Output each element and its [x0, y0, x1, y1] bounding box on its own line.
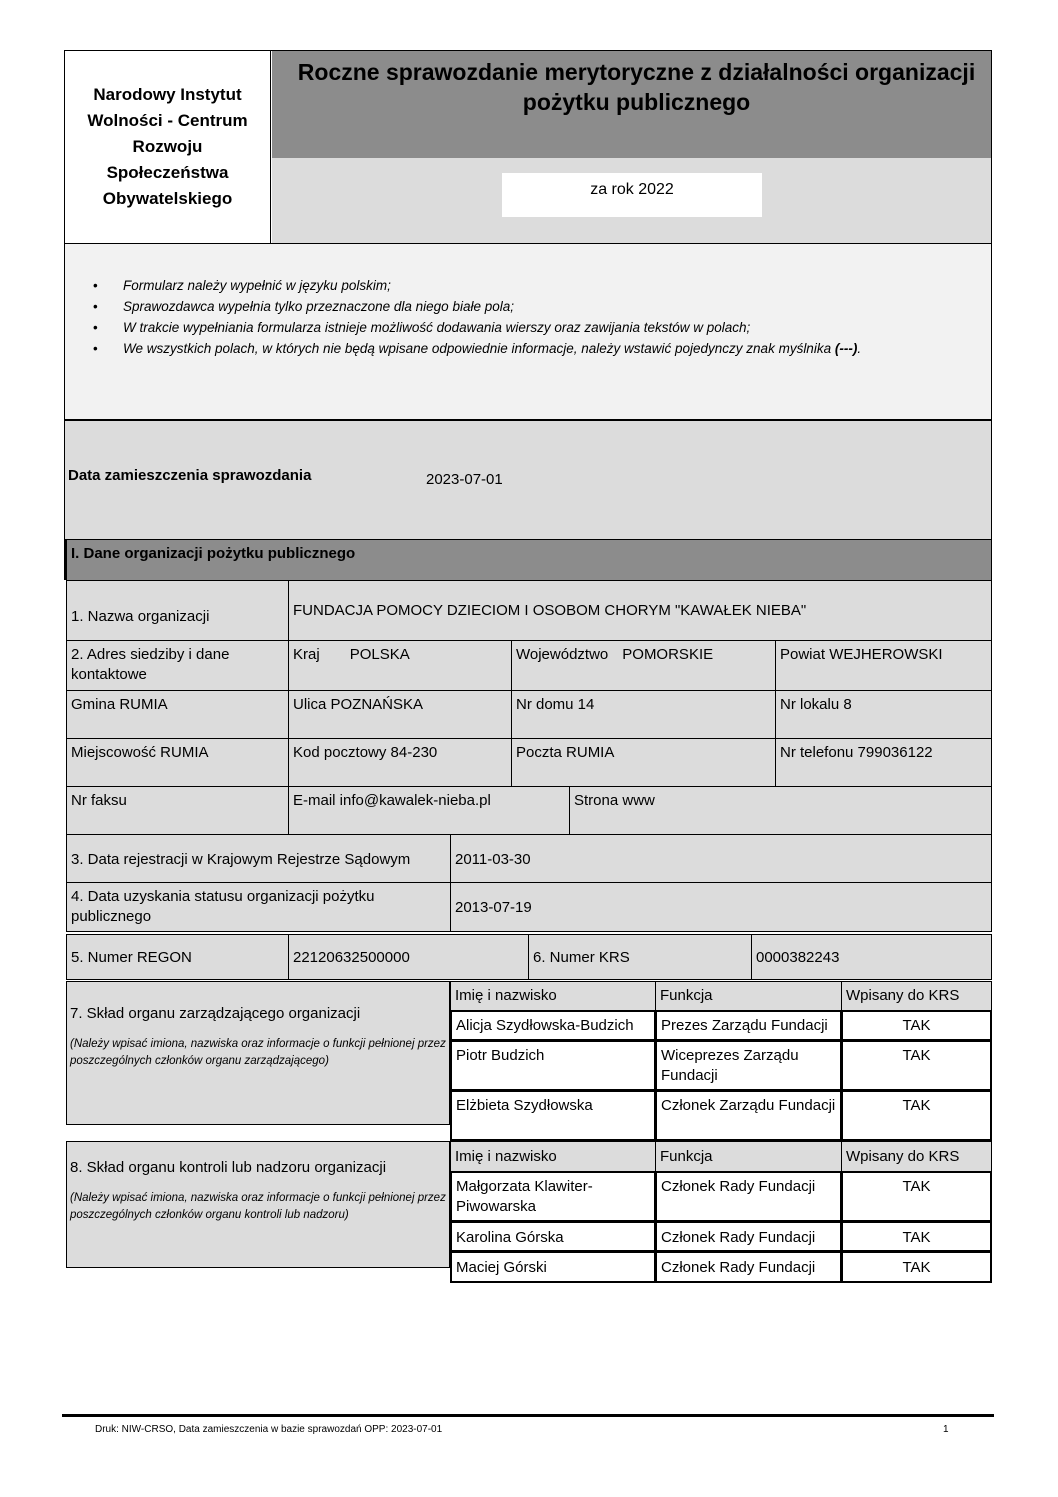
footer-rule	[62, 1414, 994, 1417]
regon-label: 5. Numer REGON	[66, 934, 289, 980]
footer-page-number: 1	[943, 1424, 949, 1435]
commune-cell: Gmina RUMIA	[66, 690, 289, 739]
year-label: za rok 2022	[590, 181, 674, 198]
footer-print-info: Druk: NIW-CRSO, Data zamieszczenia w bazie sprawozdań OPP: 2023-07-01	[95, 1424, 443, 1435]
website-cell: Strona www	[569, 786, 992, 835]
supervisory-member-name: Karolina Górska	[450, 1221, 656, 1252]
board-label: 7. Skład organu zarządzającego organizacji	[70, 1005, 361, 1022]
instruction-item-dash: • We wszystkich polach, w których nie będą wpisane odpowiednie informacje, należy wstawić pojedynczy znak myślnika (---).	[65, 338, 991, 359]
instructions-list	[65, 275, 991, 359]
board-member-function: Prezes Zarządu Fundacji	[655, 1010, 842, 1041]
board-member-name: Alicja Szydłowska-Budzich	[450, 1010, 656, 1041]
post-office-cell: Poczta RUMIA	[511, 738, 776, 787]
supervisory-label-box	[66, 1141, 450, 1268]
board-member-function: Członek Zarządu Fundacji	[655, 1090, 842, 1141]
board-member-krs: TAK	[841, 1040, 992, 1091]
address-label: 2. Adres siedziby i dane kontaktowe	[66, 640, 289, 691]
org-name-label: 1. Nazwa organizacji	[66, 580, 289, 641]
krs-number-value: 0000382243	[751, 934, 992, 980]
board-label-box	[66, 981, 450, 1125]
section-1-title: I. Dane organizacji pożytku publicznego	[64, 540, 992, 580]
supervisory-member-krs: TAK	[841, 1221, 992, 1252]
voivodeship-cell: Województwo POMORSKIE	[511, 640, 776, 691]
phone-cell: Nr telefonu 799036122	[775, 738, 992, 787]
board-note: (Należy wpisać imiona, nazwiska oraz informacje o funkcji pełnionej przez poszczególnych członków organu zarządzającego)	[70, 1038, 446, 1067]
report-title: Roczne sprawozdanie merytoryczne z działalności organizacji pożytku publicznego	[297, 59, 976, 115]
board-member-krs: TAK	[841, 1010, 992, 1041]
instruction-item: • Sprawozdawca wypełnia tylko przeznaczone dla niego białe pola;	[65, 296, 991, 317]
org-name-value: FUNDACJA POMOCY DZIECIOM I OSOBOM CHORYM "KAWAŁEK NIEBA"	[288, 580, 992, 641]
fax-cell: Nr faksu	[66, 786, 289, 835]
title-band	[272, 51, 991, 158]
instruction-item: • W trakcie wypełniania formularza istnieje możliwość dodawania wierszy oraz zawijania tekstów w polach;	[65, 317, 991, 338]
instructions-block	[64, 244, 992, 420]
street-cell: Ulica POZNAŃSKA	[288, 690, 512, 739]
voivodeship-value: POMORSKIE	[622, 646, 714, 663]
year-box	[502, 173, 762, 217]
supervisory-col-name: Imię i nazwisko	[450, 1141, 656, 1172]
board-col-name: Imię i nazwisko	[450, 981, 656, 1011]
board-col-krs: Wpisany do KRS	[841, 981, 992, 1011]
board-member-krs: TAK	[841, 1090, 992, 1141]
supervisory-member-function: Członek Rady Fundacji	[655, 1221, 842, 1252]
dash-example: (---)	[834, 341, 858, 356]
publication-date: 2023-07-01	[426, 471, 503, 488]
supervisory-member-name: Maciej Górski	[450, 1251, 656, 1283]
email-cell: E-mail info@kawalek-nieba.pl	[288, 786, 570, 835]
supervisory-member-krs: TAK	[841, 1171, 992, 1222]
board-col-function: Funkcja	[655, 981, 842, 1011]
board-member-name: Elżbieta Szydłowska	[450, 1090, 656, 1141]
supervisory-label: 8. Skład organu kontroli lub nadzoru organizacji	[70, 1159, 387, 1176]
supervisory-note: (Należy wpisać imiona, nazwiska oraz informacje o funkcji pełnionej przez poszczególnych członków organu kontroli lub nadzoru)	[70, 1192, 446, 1221]
publication-label: Data zamieszczenia sprawozdania	[68, 467, 312, 484]
supervisory-member-function: Członek Rady Fundacji	[655, 1251, 842, 1283]
institute-box	[65, 51, 271, 243]
opp-status-label: 4. Data uzyskania statusu organizacji pożytku publicznego	[66, 882, 451, 932]
apartment-number-cell: Nr lokalu 8	[775, 690, 992, 739]
county-cell: Powiat WEJHEROWSKI	[775, 640, 992, 691]
supervisory-member-name: Małgorzata Klawiter-Piwowarska	[450, 1171, 656, 1222]
country-cell: Kraj POLSKA	[288, 640, 512, 691]
board-member-function: Wiceprezes Zarządu Fundacji	[655, 1040, 842, 1091]
institute-name: Narodowy Instytut Wolności - Centrum Rozwoju Społeczeństwa Obywatelskiego	[87, 85, 248, 208]
regon-value: 22120632500000	[288, 934, 529, 980]
instruction-item: • Formularz należy wypełnić w języku polskim;	[65, 275, 991, 296]
postal-code-cell: Kod pocztowy 84-230	[288, 738, 512, 787]
supervisory-member-krs: TAK	[841, 1251, 992, 1283]
supervisory-member-function: Członek Rady Fundacji	[655, 1171, 842, 1222]
country-value: POLSKA	[349, 646, 410, 663]
krs-registration-date: 2011-03-30	[450, 834, 992, 883]
locality-cell: Miejscowość RUMIA	[66, 738, 289, 787]
krs-registration-label: 3. Data rejestracji w Krajowym Rejestrze Sądowym	[66, 834, 451, 883]
opp-status-date: 2013-07-19	[450, 882, 992, 932]
krs-number-label: 6. Numer KRS	[528, 934, 752, 980]
board-member-name: Piotr Budzich	[450, 1040, 656, 1091]
supervisory-col-function: Funkcja	[655, 1141, 842, 1172]
supervisory-col-krs: Wpisany do KRS	[841, 1141, 992, 1172]
house-number-cell: Nr domu 14	[511, 690, 776, 739]
